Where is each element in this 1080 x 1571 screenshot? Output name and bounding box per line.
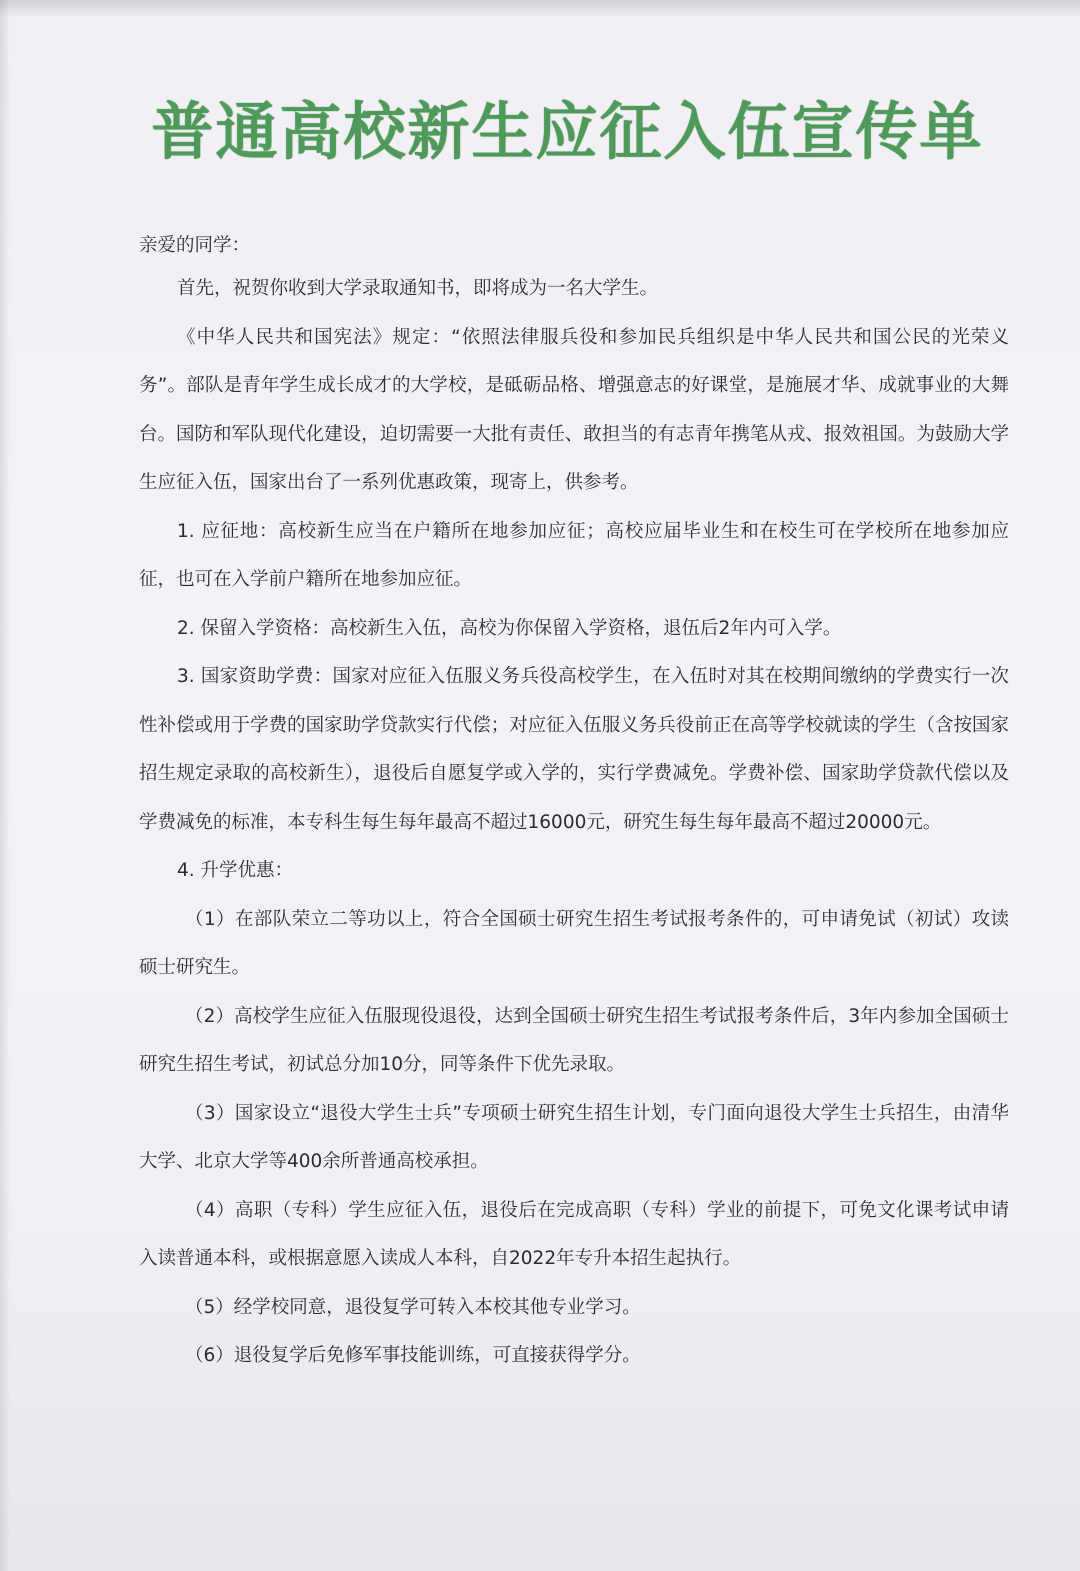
subitem-label: （3） [185,1102,235,1124]
policy-item-label: 3. 国家资助学费： [177,666,333,687]
policy-item-enlistment-location [139,508,1009,605]
subitem-text: 高校学生应征入伍服现役退役，达到全国硕士研究生招生考试报考条件后，3年内参加全国硕士研究生招生考试，初试总分加10分，同等条件下优先录取。 [139,1005,1009,1075]
policy-item-label: 1. 应征地： [177,520,279,542]
paper-shadow-top [0,0,1080,18]
policy-item-tuition-aid [139,653,1009,847]
subitem-text: 在部队荣立二等功以上，符合全国硕士研究生招生考试报考条件的，可申请免试（初试）攻读硕士研究生。 [139,908,1009,978]
paper-shadow-left [0,0,10,1571]
subitem-bonus-points [139,993,1009,1090]
subitem-major-transfer [139,1284,1009,1333]
subitem-label: （5） [185,1296,234,1318]
document-body [139,222,1009,1381]
policy-item-text: 高校新生入伍，高校为你保留入学资格，退伍后2年内可入学。 [330,617,842,639]
paragraph-constitution: 《中华人民共和国宪法》规定：“依照法律服兵役和参加民兵组织是中华人民共和国公民的光荣义务”。部队是青年学生成长成才的大学校，是砥砺品格、增强意志的好课堂，是施展才华、成就事业的大舞台。国防和军队现代化建设，迫切需要一大批有责任、敢担当的有志青年携笔从戎、报效祖国。为鼓励大学生应征入伍，国家出台了一系列优惠政策，现寄上，供参考。 [139,326,1009,493]
subitem-training-exemption [139,1332,1009,1381]
subitem-text: 高职（专科）学生应征入伍，退役后在完成高职（专科）学业的前提下，可免文化课考试申请入读普通本科，或根据意愿入读成人本科，自2022年专升本招生起执行。 [139,1199,1009,1269]
policy-item-enrollment-retention [139,605,1009,654]
subitem-label: （4） [185,1199,235,1221]
document-title: 普通高校新生应征入伍宣传单 [151,95,984,168]
policy-item-label: 2. 保留入学资格： [177,617,331,639]
policy-item-text: 国家对应征入伍服义务兵役高校学生，在入伍时对其在校期间缴纳的学费实行一次性补偿或用于学费的国家助学贷款实行代偿；对应征入伍服义务兵役前正在高等学校就读的学生（含按国家招生规定录取的高校新生），退役后自愿复学或入学的，实行学费减免。学费补偿、国家助学贷款代偿以及学费减免的标准，本专科生每生每年最高不超过16000元，研究生每生每年最高不超过20000元。 [139,666,1009,833]
subitem-label: （6） [185,1345,234,1366]
paragraph-congratulations: 首先，祝贺你收到大学录取通知书，即将成为一名大学生。 [177,278,659,299]
subitem-text: 经学校同意，退役复学可转入本校其他专业学习。 [233,1296,641,1318]
policy-item-further-study [139,847,1009,896]
subitem-label: （1） [185,908,235,930]
subitem-text: 退役复学后免修军事技能训练，可直接获得学分。 [233,1345,641,1366]
subitem-exam-exemption [139,896,1009,993]
subitem-vocational-upgrade [139,1187,1009,1284]
policy-item-label: 4. 升学优惠： [177,860,294,881]
salutation: 亲爱的同学： [139,235,251,256]
subitem-text: 国家设立“退役大学生士兵”专项硕士研究生招生计划，专门面向退役大学生士兵招生，由清华大学、北京大学等400余所普通高校承担。 [139,1102,1009,1172]
policy-item-text: 高校新生应当在户籍所在地参加应征；高校应届毕业生和在校生可在学校所在地参加应征，也可在入学前户籍所在地参加应征。 [139,520,1009,590]
subitem-label: （2） [185,1005,235,1027]
subitem-special-plan [139,1090,1009,1187]
